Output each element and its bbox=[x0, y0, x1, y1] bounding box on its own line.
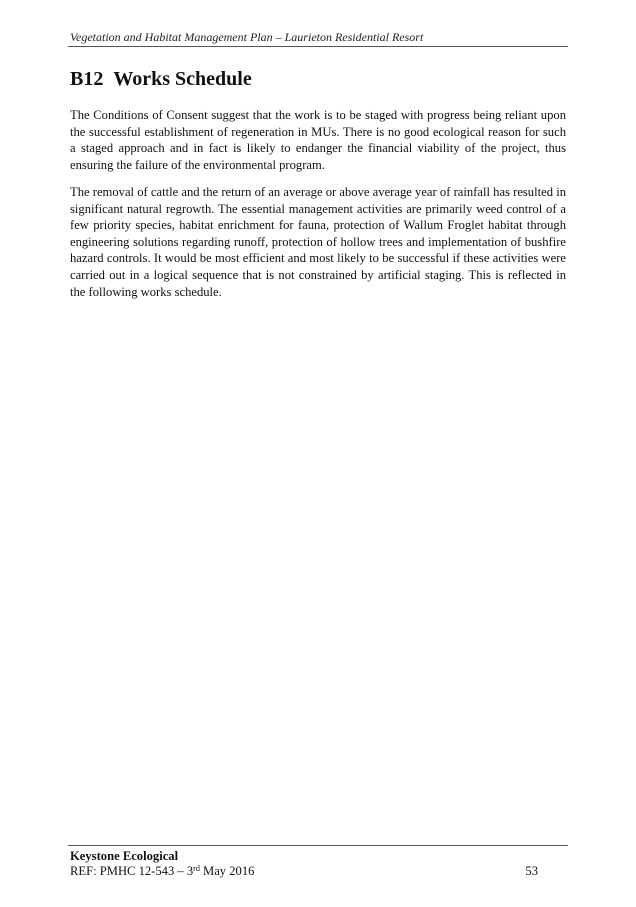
section-heading bbox=[70, 66, 252, 92]
footer-ref-ordinal: rd bbox=[193, 864, 200, 873]
paragraph-text: The Conditions of Consent suggest that the work is to be staged with progress being reliant upon the successful establishment of regeneration in MUs. There is no good ecological reason for such a staged approach and in fact is likely to endanger the financial viability of the project, thus ensuring the failure of the environmental program. bbox=[70, 108, 566, 172]
running-header: Vegetation and Habitat Management Plan – Laurieton Residential Resort bbox=[70, 30, 424, 44]
body-paragraph-1 bbox=[70, 107, 566, 173]
page-number: 53 bbox=[525, 864, 538, 878]
body-paragraph-2 bbox=[70, 184, 566, 300]
footer-ref-suffix: May 2016 bbox=[199, 864, 255, 878]
footer-divider bbox=[68, 845, 568, 846]
footer-reference bbox=[70, 864, 254, 879]
paragraph-text: The removal of cattle and the return of an average or above average year of rainfall has resulted in significant natural regrowth. The essential management activities are primarily weed control of a few priority species, habitat enrichment for fauna, protection of Wallum Froglet habitat through engineering solutions regarding runoff, protection of hollow trees and implementation of bushfire hazard controls. It would be most efficient and most likely to be successful if these activities were carried out in a logical sequence that is not constrained by artificial staging. This is reflected in the following works schedule. bbox=[70, 185, 566, 299]
footer-organisation: Keystone Ecological bbox=[70, 849, 179, 863]
section-number: B12 bbox=[70, 68, 104, 90]
header-divider bbox=[68, 46, 568, 47]
section-title: Works Schedule bbox=[113, 68, 252, 90]
footer-ref-prefix: REF: PMHC 12-543 – 3 bbox=[70, 864, 194, 878]
